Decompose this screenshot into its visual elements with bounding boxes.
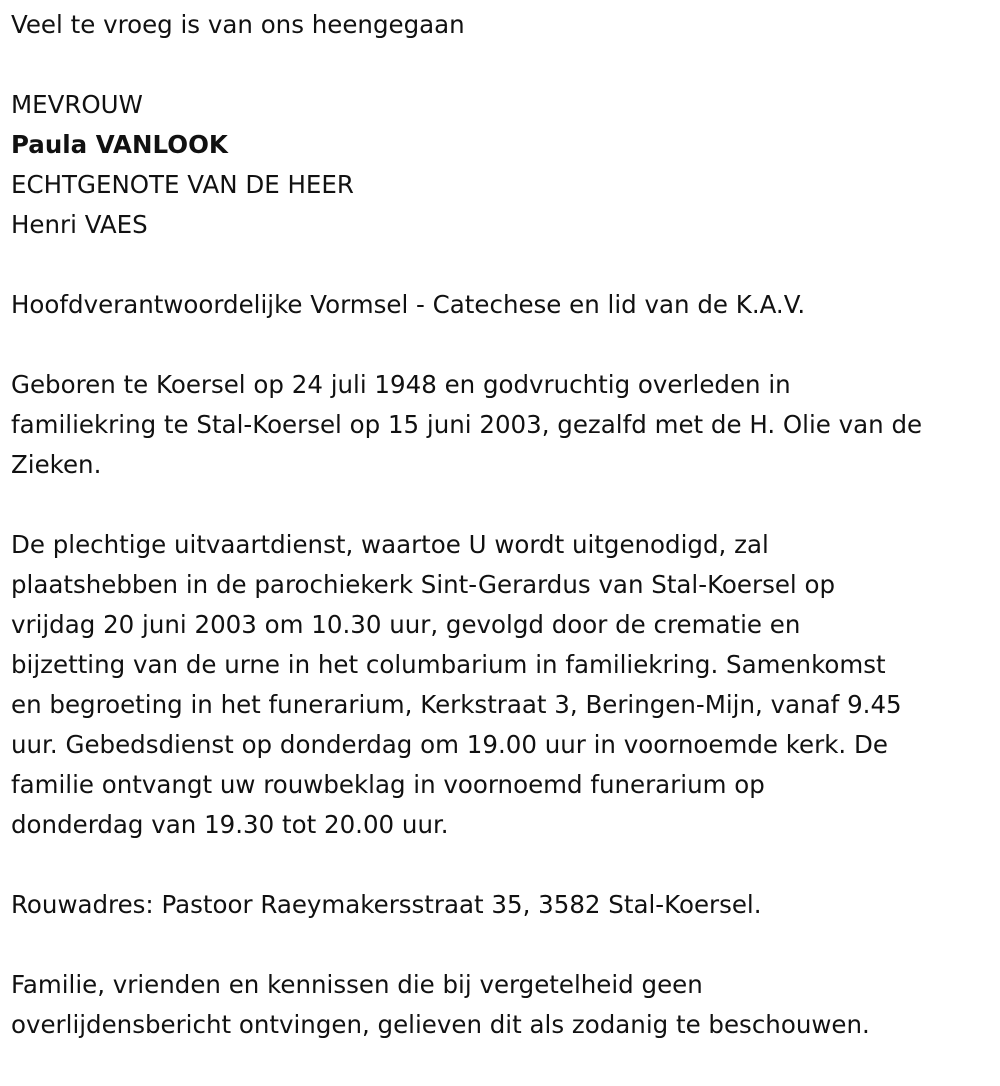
address-line: Rouwadres: Pastoor Raeymakersstraat 35, 3582 Stal-Koersel.: [11, 890, 762, 919]
deceased-name: Paula VANLOOK: [11, 130, 228, 159]
paragraph-line: vrijdag 20 juni 2003 om 10.30 uur, gevolgd door de crematie en: [11, 610, 801, 639]
spacer: [11, 845, 996, 885]
paragraph-line: De plechtige uitvaartdienst, waartoe U wordt uitgenodigd, zal: [11, 530, 769, 559]
paragraph-line: overlijdensbericht ontvingen, gelieven dit als zodanig te beschouwen.: [11, 1010, 870, 1039]
intro-line: Veel te vroeg is van ons heengegaan: [11, 10, 465, 39]
spouse-prefix: ECHTGENOTE VAN DE HEER: [11, 170, 354, 199]
paragraph-line: uur. Gebedsdienst op donderdag om 19.00 uur in voornoemde kerk. De: [11, 730, 888, 759]
paragraph-line: Geboren te Koersel op 24 juli 1948 en godvruchtig overleden in: [11, 370, 791, 399]
paragraph-line: familiekring te Stal-Koersel op 15 juni 2003, gezalfd met de H. Olie van de: [11, 410, 923, 439]
birth-death-paragraph: [11, 365, 996, 485]
paragraph-line: Zieken.: [11, 450, 102, 479]
spacer: [11, 45, 996, 85]
spacer: [11, 485, 996, 525]
spacer: [11, 245, 996, 285]
paragraph-line: donderdag van 19.30 tot 20.00 uur.: [11, 810, 449, 839]
role-line: Hoofdverantwoordelijke Vormsel - Catechese en lid van de K.A.V.: [11, 290, 806, 319]
spacer: [11, 925, 996, 965]
paragraph-line: Familie, vrienden en kennissen die bij vergetelheid geen: [11, 970, 703, 999]
paragraph-line: en begroeting in het funerarium, Kerkstraat 3, Beringen-Mijn, vanaf 9.45: [11, 690, 902, 719]
paragraph-line: familie ontvangt uw rouwbeklag in voornoemd funerarium op: [11, 770, 765, 799]
paragraph-line: bijzetting van de urne in het columbarium in familiekring. Samenkomst: [11, 650, 886, 679]
obituary-document: [11, 0, 996, 1045]
spouse-name: Henri VAES: [11, 210, 148, 239]
title-prefix: MEVROUW: [11, 90, 143, 119]
paragraph-line: plaatshebben in de parochiekerk Sint-Gerardus van Stal-Koersel op: [11, 570, 836, 599]
spacer: [11, 325, 996, 365]
closing-paragraph: [11, 965, 996, 1045]
ceremony-paragraph: [11, 525, 996, 845]
